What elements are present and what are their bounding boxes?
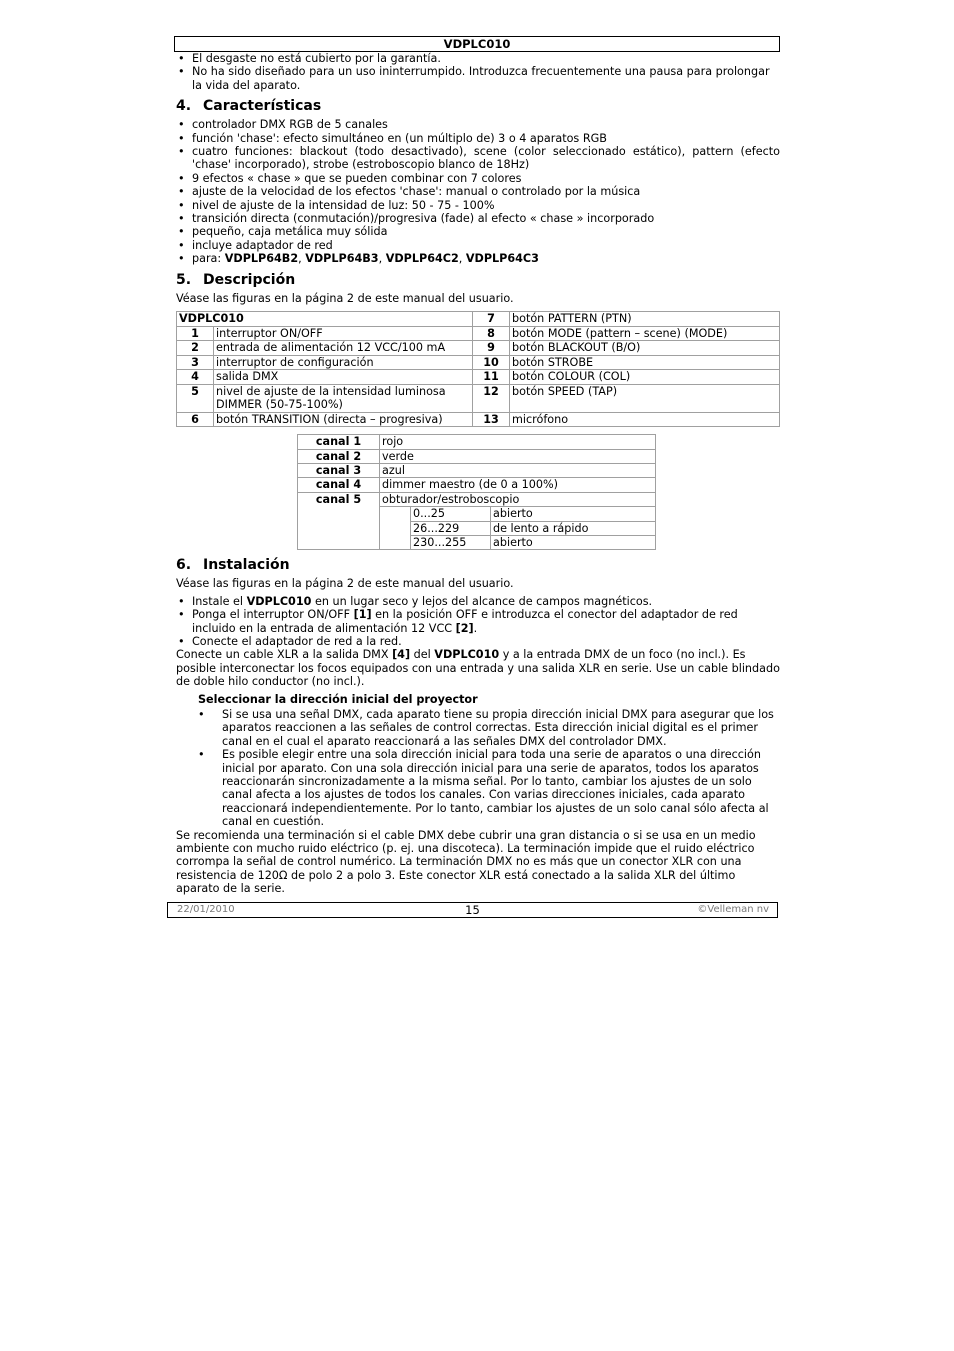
text: en la posición OFF e introduzca el conector del adaptador de red incluido en la entrada de alimentación 12 VCC — [192, 608, 738, 635]
list-item: • ajuste de la velocidad de los efectos 'chase': manual o controlado por la música — [176, 185, 780, 198]
reference: [4] — [392, 648, 411, 662]
list-item — [176, 595, 780, 608]
text: Conecte un cable XLR a la salida DMX — [176, 648, 393, 662]
text: en un lugar seco y lejos del alcance de campos magnéticos. — [311, 594, 653, 608]
list-item: • nivel de ajuste de la intensidad de luz: 50 - 75 - 100% — [176, 199, 780, 212]
model-name: VDPLP64C3 — [465, 252, 539, 266]
table-cell-number: 13 — [473, 412, 510, 427]
list-item: • Es posible elegir entre una sola dirección inicial para toda una serie de aparatos o una dirección inicial por aparato. Con una sola dirección inicial para una serie de aparatos, todos los aparatos reaccionarán sincronizadamente a la misma señal. Por lo tanto, cambiar los ajustes de un solo canal afecta a los ajustes de todos los canales. Con varias direcciones iniciales, cada aparato reaccionará independientemente. Por lo tanto, cambiar los ajustes de un solo canal sólo afecta al canal en cuestión. — [176, 748, 780, 828]
section-title: Características — [203, 98, 322, 115]
list-item — [176, 608, 780, 635]
list-item: • pequeño, caja metálica muy sólida — [176, 225, 780, 238]
description-table — [176, 311, 780, 427]
range-cell: 26...229 — [411, 521, 491, 535]
page-footer — [167, 902, 778, 918]
page-header: VDPLC010 — [174, 36, 780, 52]
table-cell: botón MODE (pattern – scene) (MODE) — [510, 326, 780, 341]
section-heading-caracteristicas — [176, 98, 780, 115]
table-row — [298, 478, 656, 492]
table-row — [177, 312, 780, 327]
channel-label: canal 2 — [298, 449, 380, 463]
table-row — [298, 492, 656, 506]
table-cell: botón TRANSITION (directa – progresiva) — [214, 412, 473, 427]
channel-label: canal 5 — [298, 492, 380, 550]
table-cell-number: 12 — [473, 384, 510, 412]
table-cell: botón COLOUR (COL) — [510, 370, 780, 385]
range-cell: 0...25 — [411, 507, 491, 521]
models-label: para: — [192, 252, 225, 266]
channel-table — [297, 434, 656, 550]
list-item: • incluye adaptador de red — [176, 239, 780, 252]
list-item: • función 'chase': efecto simultáneo en (un múltiplo de) 3 o 4 aparatos RGB — [176, 132, 780, 145]
features-list — [176, 118, 780, 265]
list-item-models — [176, 252, 780, 265]
table-cell-number: 8 — [473, 326, 510, 341]
section-note: Véase las figuras en la página 2 de este manual del usuario. — [176, 577, 514, 591]
section-number: 5. — [176, 271, 192, 288]
page-number: 15 — [465, 903, 480, 917]
table-cell: botón STROBE — [510, 355, 780, 370]
footer-copyright: ©Velleman nv — [697, 904, 769, 915]
table-cell-number: 5 — [177, 384, 214, 412]
table-cell-number: 2 — [177, 341, 214, 356]
list-item: • No ha sido diseñado para un uso ininterrumpido. Introduzca frecuentemente una pausa para prolongar la vida del aparato. — [176, 65, 780, 92]
model-name: VDPLP64B2 — [224, 252, 299, 266]
list-item: • 9 efectos « chase » que se pueden combinar con 7 colores — [176, 172, 780, 185]
table-cell-number: 1 — [177, 326, 214, 341]
table-row — [298, 463, 656, 477]
subsection-heading: Seleccionar la dirección inicial del proyector — [198, 692, 478, 706]
table-row — [298, 449, 656, 463]
channel-label: canal 1 — [298, 435, 380, 449]
model-name: VDPLP64B3 — [305, 252, 379, 266]
section-title: Descripción — [203, 271, 296, 288]
section-note: Véase las figuras en la página 2 de este manual del usuario. — [176, 291, 514, 305]
text: del — [410, 648, 435, 662]
paragraph: Se recomienda una terminación si el cable DMX debe cubrir una gran distancia o si se usa en un medio ambiente con mucho ruido eléctrico (p. ej. una discoteca). La terminación impide que el ruido eléctrico corrompa la señal de control numérico. La terminación DMX no es más que un conector XLR con una resistencia de 120Ω de polo 2 a polo 3. Este conector XLR está conectado a la salida XLR del último aparato de la serie. — [176, 828, 756, 896]
footer-date: 22/01/2010 — [177, 904, 235, 915]
reference: [1] — [353, 608, 372, 622]
paragraph — [176, 648, 780, 688]
model-name: VDPLC010 — [246, 594, 312, 608]
separator: , — [378, 252, 386, 266]
range-desc: de lento a rápido — [491, 521, 656, 535]
list-item: • Si se usa una señal DMX, cada aparato tiene su propia dirección inicial DMX para asegurar que los aparatos reaccionen a las señales de control correctas. Esta dirección inicial digital es el primer canal en el cual el aparato reaccionará a las señales DMX del controlador DMX. — [176, 708, 780, 748]
table-cell-number: 11 — [473, 370, 510, 385]
separator: , — [458, 252, 466, 266]
table-cell: botón PATTERN (PTN) — [510, 312, 780, 327]
range-cell: 230...255 — [411, 535, 491, 549]
channel-value: rojo — [380, 435, 656, 449]
table-cell-number: 10 — [473, 355, 510, 370]
section-heading-descripcion — [176, 272, 780, 289]
range-desc: abierto — [491, 507, 656, 521]
table-row — [298, 435, 656, 449]
table-row — [177, 326, 780, 341]
table-row — [177, 370, 780, 385]
table-cell: interruptor de configuración — [214, 355, 473, 370]
list-item: • controlador DMX RGB de 5 canales — [176, 118, 780, 131]
table-cell: entrada de alimentación 12 VCC/100 mA — [214, 341, 473, 356]
table-row — [177, 355, 780, 370]
table-row — [177, 341, 780, 356]
install-list — [176, 595, 780, 649]
list-item: • El desgaste no está cubierto por la garantía. — [176, 52, 780, 65]
table-cell-number: 6 — [177, 412, 214, 427]
table-row — [177, 384, 780, 412]
channel-value: azul — [380, 463, 656, 477]
section-heading-instalacion — [176, 557, 780, 574]
channel-label: canal 3 — [298, 463, 380, 477]
table-cell: salida DMX — [214, 370, 473, 385]
list-item: • Conecte el adaptador de red a la red. — [176, 635, 780, 648]
document-page — [176, 36, 780, 896]
channel-value: obturador/estroboscopio — [380, 492, 656, 506]
table-cell: botón SPEED (TAP) — [510, 384, 780, 412]
model-name: VDPLC010 — [434, 648, 500, 662]
address-list — [176, 708, 780, 829]
channel-label: canal 4 — [298, 478, 380, 492]
range-desc: abierto — [491, 535, 656, 549]
table-cell-number: 7 — [473, 312, 510, 327]
table-cell-number: 9 — [473, 341, 510, 356]
list-item: • cuatro funciones: blackout (todo desactivado), scene (color seleccionado estático), pattern (efecto 'chase' incorporado), strobe (estroboscopio blanco de 18Hz) — [176, 145, 780, 172]
text: . — [473, 621, 478, 635]
list-item: • transición directa (conmutación)/progresiva (fade) al efecto « chase » incorporado — [176, 212, 780, 225]
table-row — [177, 412, 780, 427]
section-title: Instalación — [203, 557, 290, 574]
table-cell-number: 4 — [177, 370, 214, 385]
model-name: VDPLP64C2 — [385, 252, 459, 266]
table-cell: nivel de ajuste de la intensidad luminosa DIMMER (50-75-100%) — [214, 384, 473, 412]
separator: , — [298, 252, 306, 266]
blank-cell — [380, 507, 411, 550]
table-cell-number: 3 — [177, 355, 214, 370]
table-cell: micrófono — [510, 412, 780, 427]
reference: [2] — [455, 621, 474, 635]
text: Instale el — [192, 594, 247, 608]
text: Ponga el interruptor ON/OFF — [192, 608, 354, 622]
channel-value: dimmer maestro (de 0 a 100%) — [380, 478, 656, 492]
table-title: VDPLC010 — [177, 312, 473, 327]
text: y a la entrada DMX de un foco (no incl.). Es posible interconectar los focos equipados con una entrada y una salida XLR en serie. Use un cable blindado de doble hilo conductor (no incl.). — [176, 648, 780, 689]
section-number: 4. — [176, 98, 192, 115]
table-cell: botón BLACKOUT (B/O) — [510, 341, 780, 356]
section-number: 6. — [176, 557, 192, 574]
table-cell: interruptor ON/OFF — [214, 326, 473, 341]
channel-value: verde — [380, 449, 656, 463]
intro-list — [176, 52, 780, 92]
